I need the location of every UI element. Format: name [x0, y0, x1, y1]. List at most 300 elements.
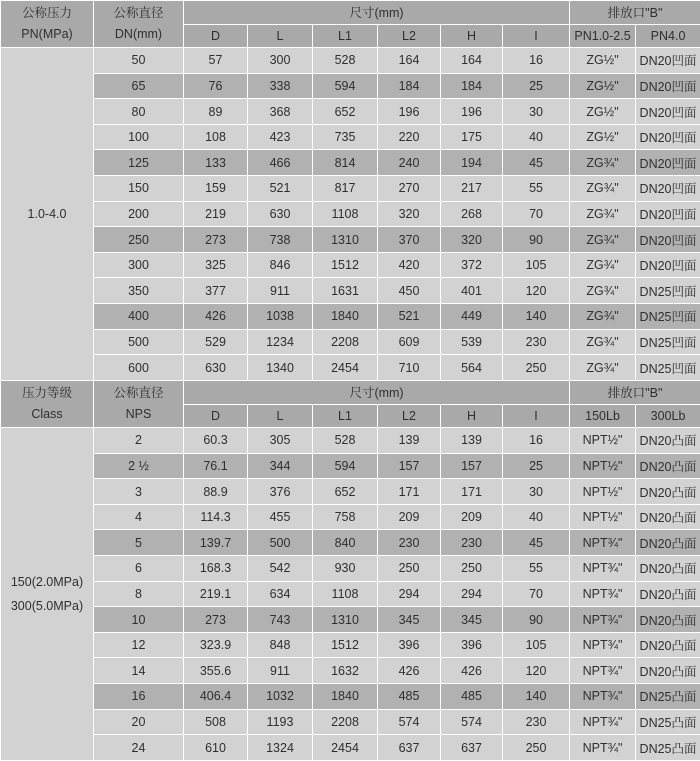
table-cell: DN25凹面	[636, 355, 700, 381]
table-cell: DN20凹面	[636, 150, 700, 176]
table-cell: 90	[503, 607, 570, 633]
dim-col-header: D	[184, 404, 248, 428]
table-cell: 710	[378, 355, 441, 381]
table-cell: DN20凸面	[636, 504, 700, 530]
table-cell: 521	[378, 304, 441, 330]
table-cell: 100	[94, 124, 184, 150]
pressure-label-line: 1.0-4.0	[27, 207, 67, 222]
table-cell: DN20凸面	[636, 530, 700, 556]
dim-col-header: I	[503, 24, 570, 48]
table-cell: 450	[378, 278, 441, 304]
table-cell: 8	[94, 581, 184, 607]
table-cell: 372	[441, 252, 503, 278]
size-header-cell: 尺寸(mm)	[184, 381, 570, 405]
table-cell: NPT½"	[570, 428, 636, 454]
table-cell: 355.6	[184, 658, 248, 684]
diameter-header-cell	[94, 381, 184, 428]
table-cell: 194	[441, 150, 503, 176]
table-cell: ZG¾"	[570, 252, 636, 278]
table-cell: 60.3	[184, 428, 248, 454]
size-header-cell: 尺寸(mm)	[184, 1, 570, 25]
table-row	[1, 504, 700, 530]
table-cell: 20	[94, 709, 184, 735]
table-cell: 396	[441, 632, 503, 658]
table-cell: 320	[378, 201, 441, 227]
table-cell: DN20凹面	[636, 99, 700, 125]
outlet-col-header: 300Lb	[636, 404, 700, 428]
table-cell: 735	[313, 124, 378, 150]
table-cell: 485	[378, 684, 441, 710]
table-cell: 1840	[313, 304, 378, 330]
table-cell: 1310	[313, 227, 378, 253]
table-row	[1, 709, 700, 735]
table-cell: NPT¾"	[570, 684, 636, 710]
dim-col-header: H	[441, 404, 503, 428]
table-cell: 396	[378, 632, 441, 658]
table-cell: 168.3	[184, 556, 248, 582]
table-cell: DN20凸面	[636, 632, 700, 658]
table-row	[1, 201, 700, 227]
table-cell: 55	[503, 556, 570, 582]
table-cell: ZG½"	[570, 48, 636, 74]
table-cell: 930	[313, 556, 378, 582]
table-cell: ZG¾"	[570, 176, 636, 202]
table-cell: 157	[378, 453, 441, 479]
table-row	[1, 278, 700, 304]
table-cell: DN20凸面	[636, 479, 700, 505]
table-cell: 485	[441, 684, 503, 710]
table-cell: 1234	[248, 329, 313, 355]
table-cell: 1108	[313, 581, 378, 607]
table-row	[1, 150, 700, 176]
table-cell: 401	[441, 278, 503, 304]
table-cell: 325	[184, 252, 248, 278]
table-cell: 3	[94, 479, 184, 505]
table-row	[1, 48, 700, 74]
table-cell: ZG½"	[570, 124, 636, 150]
table-cell: 1631	[313, 278, 378, 304]
table-cell: 105	[503, 252, 570, 278]
table-cell: 377	[184, 278, 248, 304]
table-cell: 300	[94, 252, 184, 278]
table-cell: ZG½"	[570, 73, 636, 99]
dim-col-header: L1	[313, 404, 378, 428]
pressure-label-cell	[1, 428, 94, 761]
outlet-header-cell: 排放口"B"	[570, 381, 700, 405]
dim-col-header: L	[248, 404, 313, 428]
table-cell: 521	[248, 176, 313, 202]
table-cell: 1038	[248, 304, 313, 330]
table-cell: 564	[441, 355, 503, 381]
pressure-header-line: 压力等级	[21, 386, 72, 401]
table-cell: ZG¾"	[570, 227, 636, 253]
table-cell: 637	[441, 735, 503, 761]
table-row	[1, 355, 700, 381]
table-cell: DN20凸面	[636, 581, 700, 607]
table-row	[1, 530, 700, 556]
table-cell: 294	[378, 581, 441, 607]
table-cell: 114.3	[184, 504, 248, 530]
table-cell: DN20凸面	[636, 658, 700, 684]
table-cell: 350	[94, 278, 184, 304]
table-cell: 40	[503, 124, 570, 150]
table-cell: 273	[184, 607, 248, 633]
dim-col-header: I	[503, 404, 570, 428]
table-cell: NPT½"	[570, 453, 636, 479]
table-cell: 139	[441, 428, 503, 454]
pressure-header-line: Class	[31, 407, 63, 422]
table-row	[1, 176, 700, 202]
table-cell: 2454	[313, 735, 378, 761]
dim-col-header: H	[441, 24, 503, 48]
table-cell: 140	[503, 684, 570, 710]
table-cell: 164	[441, 48, 503, 74]
table-cell: 500	[94, 329, 184, 355]
table-cell: 449	[441, 304, 503, 330]
table-cell: ZG¾"	[570, 355, 636, 381]
table-row	[1, 735, 700, 761]
table-cell: 10	[94, 607, 184, 633]
table-cell: 230	[441, 530, 503, 556]
table-cell: NPT½"	[570, 504, 636, 530]
table-row	[1, 453, 700, 479]
table-cell: DN20凹面	[636, 252, 700, 278]
table-cell: 630	[248, 201, 313, 227]
table-row	[1, 99, 700, 125]
table-cell: 70	[503, 201, 570, 227]
dim-col-header: D	[184, 24, 248, 48]
table-row	[1, 252, 700, 278]
table-cell: 500	[248, 530, 313, 556]
table-cell: 305	[248, 428, 313, 454]
table-cell: 5	[94, 530, 184, 556]
table-cell: 466	[248, 150, 313, 176]
table-cell: 426	[378, 658, 441, 684]
dim-col-header: L1	[313, 24, 378, 48]
table-row	[1, 632, 700, 658]
table-cell: 2208	[313, 329, 378, 355]
diameter-header-cell	[94, 1, 184, 48]
table-cell: 2	[94, 428, 184, 454]
table-cell: 108	[184, 124, 248, 150]
table-cell: 14	[94, 658, 184, 684]
table-cell: 150	[94, 176, 184, 202]
table-cell: NPT½"	[570, 479, 636, 505]
table-cell: 230	[503, 329, 570, 355]
table-cell: 24	[94, 735, 184, 761]
table-row	[1, 124, 700, 150]
table-row	[1, 684, 700, 710]
table-cell: 528	[313, 428, 378, 454]
table-cell: 345	[441, 607, 503, 633]
dim-col-header: L2	[378, 404, 441, 428]
table-cell: 911	[248, 278, 313, 304]
table-cell: 1512	[313, 632, 378, 658]
pressure-label-cell	[1, 48, 94, 381]
table-row	[1, 479, 700, 505]
table-cell: 630	[184, 355, 248, 381]
table-cell: 344	[248, 453, 313, 479]
pressure-header-cell	[1, 1, 94, 48]
table-row	[1, 227, 700, 253]
table-cell: 270	[378, 176, 441, 202]
table-cell: DN20凸面	[636, 428, 700, 454]
table-cell: 300	[248, 48, 313, 74]
table-cell: 594	[313, 453, 378, 479]
table-cell: 89	[184, 99, 248, 125]
table-cell: 1324	[248, 735, 313, 761]
table-cell: 219	[184, 201, 248, 227]
table-cell: 426	[184, 304, 248, 330]
table-cell: 609	[378, 329, 441, 355]
table-cell: 76	[184, 73, 248, 99]
table-cell: 345	[378, 607, 441, 633]
table-cell: NPT¾"	[570, 658, 636, 684]
table-row	[1, 607, 700, 633]
table-cell: 455	[248, 504, 313, 530]
table-cell: 508	[184, 709, 248, 735]
table-cell: ZG¾"	[570, 304, 636, 330]
table-cell: ZG¾"	[570, 150, 636, 176]
table-cell: DN20凹面	[636, 201, 700, 227]
table-cell: 1310	[313, 607, 378, 633]
table-cell: 133	[184, 150, 248, 176]
table-cell: 125	[94, 150, 184, 176]
table-cell: DN20凹面	[636, 227, 700, 253]
table-cell: 25	[503, 73, 570, 99]
table-cell: 65	[94, 73, 184, 99]
table-cell: 171	[378, 479, 441, 505]
table-cell: 16	[503, 48, 570, 74]
outlet-col-header: PN1.0-2.5	[570, 24, 636, 48]
table-cell: 30	[503, 479, 570, 505]
pressure-label-line: 300(5.0MPa)	[10, 599, 84, 614]
table-cell: 338	[248, 73, 313, 99]
dim-col-header: L2	[378, 24, 441, 48]
table-cell: NPT¾"	[570, 709, 636, 735]
table-cell: 250	[378, 556, 441, 582]
table-cell: 25	[503, 453, 570, 479]
pressure-label-line: 150(2.0MPa)	[10, 575, 84, 590]
table-cell: 542	[248, 556, 313, 582]
table-cell: 758	[313, 504, 378, 530]
pressure-header-cell	[1, 381, 94, 428]
table-cell: 220	[378, 124, 441, 150]
table-cell: 406.4	[184, 684, 248, 710]
table-cell: 200	[94, 201, 184, 227]
table-cell: 88.9	[184, 479, 248, 505]
table-cell: 268	[441, 201, 503, 227]
table-cell: 209	[378, 504, 441, 530]
table-cell: 420	[378, 252, 441, 278]
table-row	[1, 73, 700, 99]
table-cell: 1108	[313, 201, 378, 227]
table-cell: 55	[503, 176, 570, 202]
table-cell: 539	[441, 329, 503, 355]
table-cell: 40	[503, 504, 570, 530]
table-cell: 45	[503, 150, 570, 176]
table-cell: 294	[441, 581, 503, 607]
table-row	[1, 581, 700, 607]
table-cell: ZG¾"	[570, 201, 636, 227]
table-cell: 196	[378, 99, 441, 125]
table-cell: 57	[184, 48, 248, 74]
outlet-col-header: PN4.0	[636, 24, 700, 48]
table-cell: 600	[94, 355, 184, 381]
table-row	[1, 329, 700, 355]
header-row	[1, 1, 700, 25]
table-cell: NPT¾"	[570, 735, 636, 761]
table-cell: 652	[313, 479, 378, 505]
table-cell: 250	[441, 556, 503, 582]
pressure-header-line: PN(MPa)	[21, 27, 73, 42]
table-cell: 139	[378, 428, 441, 454]
table-cell: 637	[378, 735, 441, 761]
table-cell: 574	[441, 709, 503, 735]
header-row	[1, 381, 700, 405]
table-cell: 1193	[248, 709, 313, 735]
pressure-header-line: 公称压力	[21, 6, 72, 21]
table-cell: DN20凸面	[636, 607, 700, 633]
table-cell: 574	[378, 709, 441, 735]
table-cell: 250	[503, 355, 570, 381]
section-2	[1, 381, 700, 761]
table-cell: 4	[94, 504, 184, 530]
table-cell: 400	[94, 304, 184, 330]
table-cell: NPT¾"	[570, 556, 636, 582]
diameter-header-line: DN(mm)	[114, 27, 163, 42]
table-cell: ZG¾"	[570, 278, 636, 304]
table-cell: 219.1	[184, 581, 248, 607]
table-cell: 157	[441, 453, 503, 479]
table-cell: 846	[248, 252, 313, 278]
table-cell: 423	[248, 124, 313, 150]
table-cell: DN20凹面	[636, 176, 700, 202]
table-cell: 610	[184, 735, 248, 761]
diameter-header-line: 公称直径	[113, 6, 164, 21]
table-cell: 2454	[313, 355, 378, 381]
table-cell: DN25凸面	[636, 684, 700, 710]
table-cell: 70	[503, 581, 570, 607]
table-cell: 426	[441, 658, 503, 684]
table-cell: 230	[503, 709, 570, 735]
table-cell: 184	[378, 73, 441, 99]
table-cell: 320	[441, 227, 503, 253]
table-cell: 196	[441, 99, 503, 125]
table-cell: 175	[441, 124, 503, 150]
table-cell: 376	[248, 479, 313, 505]
table-cell: 159	[184, 176, 248, 202]
table-cell: 164	[378, 48, 441, 74]
table-cell: 90	[503, 227, 570, 253]
table-cell: 120	[503, 278, 570, 304]
table-cell: 80	[94, 99, 184, 125]
table-cell: 139.7	[184, 530, 248, 556]
table-cell: 1840	[313, 684, 378, 710]
table-cell: DN20凹面	[636, 73, 700, 99]
table-cell: DN25凹面	[636, 304, 700, 330]
diameter-header-line: NPS	[125, 407, 152, 422]
table-cell: DN20凹面	[636, 124, 700, 150]
table-cell: 743	[248, 607, 313, 633]
table-cell: NPT¾"	[570, 530, 636, 556]
table-row	[1, 304, 700, 330]
table-cell: 250	[503, 735, 570, 761]
table-cell: 6	[94, 556, 184, 582]
table-cell: 273	[184, 227, 248, 253]
table-cell: 370	[378, 227, 441, 253]
table-cell: 1032	[248, 684, 313, 710]
table-cell: DN20凸面	[636, 556, 700, 582]
table-cell: 529	[184, 329, 248, 355]
table-cell: 817	[313, 176, 378, 202]
table-cell: DN25凹面	[636, 278, 700, 304]
table-cell: NPT¾"	[570, 607, 636, 633]
table-cell: 76.1	[184, 453, 248, 479]
table-cell: 12	[94, 632, 184, 658]
table-cell: 45	[503, 530, 570, 556]
table-cell: 1340	[248, 355, 313, 381]
table-cell: 368	[248, 99, 313, 125]
table-cell: 840	[313, 530, 378, 556]
table-cell: 911	[248, 658, 313, 684]
table-cell: 120	[503, 658, 570, 684]
table-cell: NPT¾"	[570, 581, 636, 607]
table-cell: 209	[441, 504, 503, 530]
table-cell: 230	[378, 530, 441, 556]
table-cell: DN25凹面	[636, 329, 700, 355]
table-cell: NPT¾"	[570, 632, 636, 658]
outlet-header-cell: 排放口"B"	[570, 1, 700, 25]
table-cell: 217	[441, 176, 503, 202]
table-row	[1, 658, 700, 684]
table-cell: ZG½"	[570, 99, 636, 125]
dim-col-header: L	[248, 24, 313, 48]
table-cell: 140	[503, 304, 570, 330]
table-cell: 50	[94, 48, 184, 74]
table-cell: DN20凸面	[636, 453, 700, 479]
table-cell: 323.9	[184, 632, 248, 658]
table-cell: 814	[313, 150, 378, 176]
table-cell: DN25凸面	[636, 709, 700, 735]
table-cell: 171	[441, 479, 503, 505]
table-cell: DN20凹面	[636, 48, 700, 74]
table-cell: 848	[248, 632, 313, 658]
table-cell: 184	[441, 73, 503, 99]
table-cell: 528	[313, 48, 378, 74]
table-row	[1, 428, 700, 454]
table-cell: 634	[248, 581, 313, 607]
diameter-header-line: 公称直径	[113, 386, 164, 401]
table-cell: 16	[94, 684, 184, 710]
table-cell: 2208	[313, 709, 378, 735]
table-cell: 240	[378, 150, 441, 176]
outlet-col-header: 150Lb	[570, 404, 636, 428]
table-cell: 16	[503, 428, 570, 454]
table-cell: 1632	[313, 658, 378, 684]
table-cell: 594	[313, 73, 378, 99]
table-cell: DN25凸面	[636, 735, 700, 761]
section-1	[1, 1, 700, 381]
table-cell: 105	[503, 632, 570, 658]
table-row	[1, 556, 700, 582]
table-cell: 738	[248, 227, 313, 253]
table-cell: ZG¾"	[570, 329, 636, 355]
table-cell: 652	[313, 99, 378, 125]
table-cell: 30	[503, 99, 570, 125]
table-cell: 2 ½	[94, 453, 184, 479]
table-cell: 250	[94, 227, 184, 253]
